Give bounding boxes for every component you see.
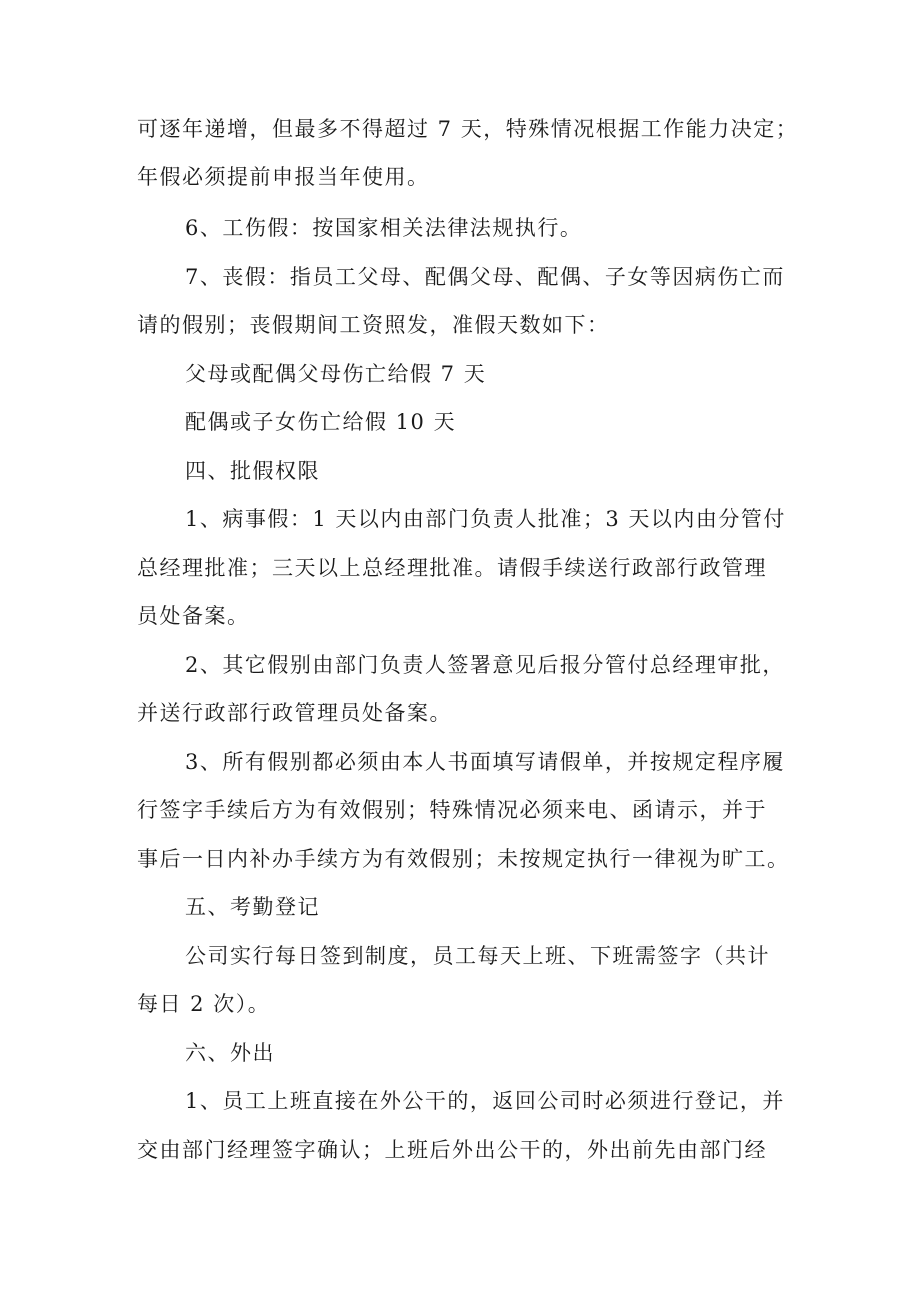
text-line: 并送行政部行政管理员处备案。 xyxy=(137,701,452,725)
text-line: 年假必须提前申报当年使用。 xyxy=(137,165,430,189)
text-line: 6、工伤假：按国家相关法律法规执行。 xyxy=(185,216,583,240)
text-line: 配偶或子女伤亡给假 10 天 xyxy=(185,410,457,434)
text-line: 每日 2 次）。 xyxy=(137,992,271,1016)
section-heading: 六、外出 xyxy=(185,1041,275,1065)
text-line: 3、所有假别都必须由本人书面填写请假单，并按规定程序履 xyxy=(185,750,785,774)
text-line: 事后一日内补办手续方为有效假别；未按规定执行一律视为旷工。 xyxy=(137,847,790,871)
text-line: 可逐年递增，但最多不得超过 7 天，特殊情况根据工作能力决定； xyxy=(137,117,799,141)
text-line: 总经理批准；三天以上总经理批准。请假手续送行政部行政管理 xyxy=(137,556,767,580)
text-line: 行签字手续后方为有效假别；特殊情况必须来电、函请示，并于 xyxy=(137,798,767,822)
text-line: 2、其它假别由部门负责人签署意见后报分管付总经理审批， xyxy=(185,653,785,677)
text-line: 父母或配偶父母伤亡给假 7 天 xyxy=(185,362,487,386)
section-heading: 四、批假权限 xyxy=(185,459,320,483)
text-line: 请的假别；丧假期间工资照发，准假天数如下： xyxy=(137,313,610,337)
text-line: 1、员工上班直接在外公干的，返回公司时必须进行登记，并 xyxy=(185,1089,785,1113)
text-line: 7、丧假：指员工父母、配偶父母、配偶、子女等因病伤亡而 xyxy=(185,265,785,289)
text-line: 交由部门经理签字确认；上班后外出公干的，外出前先由部门经 xyxy=(137,1138,767,1162)
text-line: 员处备案。 xyxy=(137,604,250,628)
text-line: 1、病事假：1 天以内由部门负责人批准；3 天以内由分管付 xyxy=(185,507,786,531)
text-line: 公司实行每日签到制度，员工每天上班、下班需签字（共计 xyxy=(185,944,770,968)
section-heading: 五、考勤登记 xyxy=(185,895,320,919)
